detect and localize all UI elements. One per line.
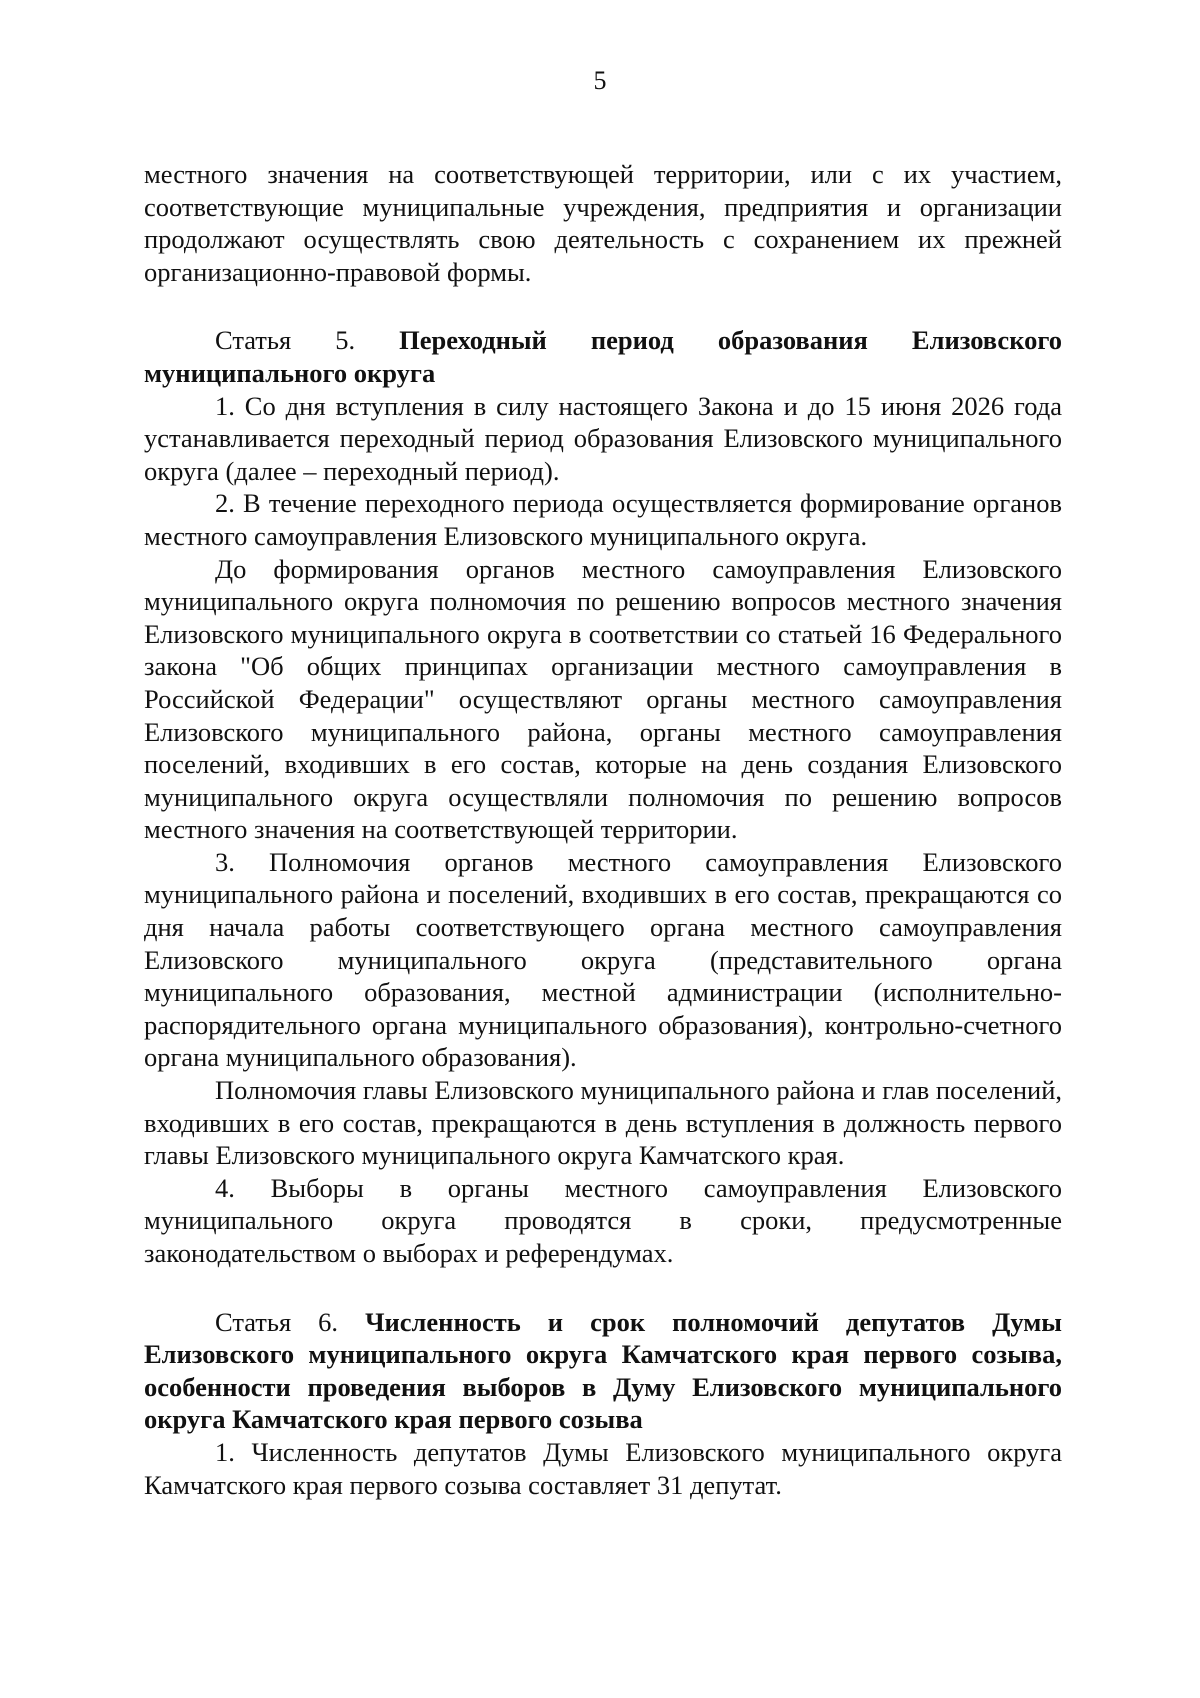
article-6-paragraph-1: 1. Численность депутатов Думы Елизовского муниципального округа Камчатского края первого созыва составляет 31 депутат. <box>144 1436 1062 1500</box>
article-5-heading <box>144 324 1062 389</box>
document-body <box>144 158 1062 1501</box>
page-number: 5 <box>593 66 607 95</box>
article-5-paragraph-5: Полномочия главы Елизовского муниципального района и глав поселений, входивших в его состав, прекращаются в день вступления в должность первого главы Елизовского муниципального округа Камчатского края. <box>144 1075 1062 1171</box>
article-5-paragraph-3: До формирования органов местного самоуправления Елизовского муниципального округа полномочия по решению вопросов местного значения Елизовского муниципального округа в соответствии со статьей 16 Федерального закона "Об общих принципах организации местного самоуправления в Российской Федерации" осуществляют органы местного самоуправления Елизовского муниципального района, органы местного самоуправления поселений, входивших в его состав, которые на день создания Елизовского муниципального округа осуществляли полномочия по решению вопросов местного значения на соответствующей территории. <box>144 553 1062 845</box>
spacer <box>144 288 1062 324</box>
continued-paragraph: местного значения на соответствующей территории, или с их участием, соответствующие муниципальные учреждения, предприятия и организации продолжают осуществлять свою деятельность с сохранением их прежней организационно-правовой формы. <box>144 159 1062 287</box>
article-5-paragraph-4: 3. Полномочия органов местного самоуправления Елизовского муниципального района и поселений, входивших в его состав, прекращаются со дня начала работы соответствующего органа местного самоуправления Елизовского муниципального округа (представительного органа муниципального образования, местной администрации (исполнительно-распорядительного органа муниципального образования), контрольно-счетного органа муниципального образования). <box>144 846 1062 1073</box>
article-6-heading <box>144 1306 1062 1436</box>
article-6-title: Численность и срок полномочий депутатов Думы Елизовского муниципального округа Камчатского края первого созыва, особенности проведения выборов в Думу Елизовского муниципального округа Камчатского края первого созыва <box>144 1306 1062 1435</box>
article-5-prefix: Статья 5. <box>215 325 400 356</box>
article-6-prefix: Статья 6. <box>215 1306 366 1337</box>
article-5-paragraph-1: 1. Со дня вступления в силу настоящего Закона и до 15 июня 2026 года устанавливается переходный период образования Елизовского муниципального округа (далее – переходный период). <box>144 390 1062 486</box>
article-5-title: Переходный период образования Елизовского муниципального округа <box>144 325 1062 388</box>
article-5-paragraph-6: 4. Выборы в органы местного самоуправления Елизовского муниципального округа проводятся в сроки, предусмотренные законодательством о выборах и референдумах. <box>144 1172 1062 1268</box>
article-5-paragraph-2: 2. В течение переходного периода осуществляется формирование органов местного самоуправления Елизовского муниципального округа. <box>144 488 1062 551</box>
spacer <box>144 1270 1062 1306</box>
